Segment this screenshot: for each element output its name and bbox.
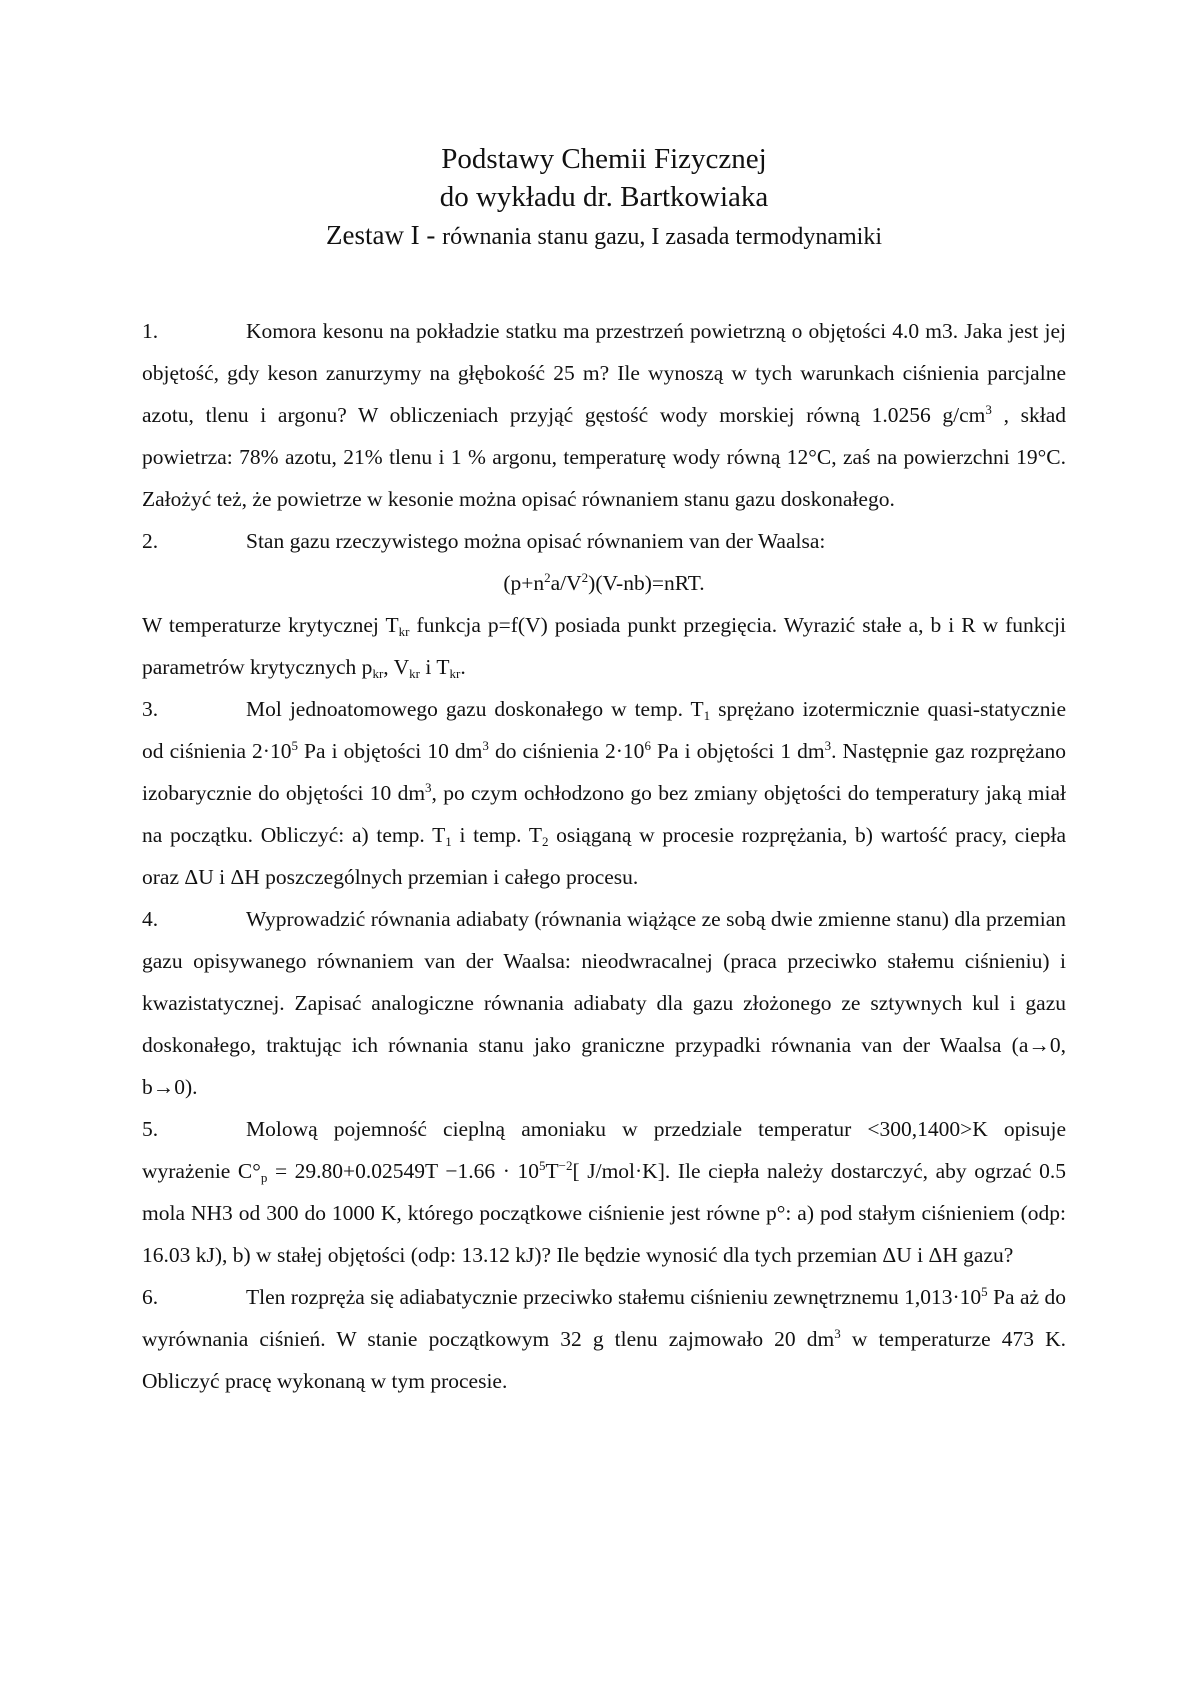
document-page bbox=[142, 140, 1066, 1402]
set-heading bbox=[142, 216, 1066, 256]
subscript: kr bbox=[398, 624, 410, 639]
text-part: . bbox=[460, 655, 466, 679]
problem-number: 3. bbox=[142, 697, 159, 721]
superscript: 3 bbox=[834, 1326, 841, 1341]
subscript: kr bbox=[409, 666, 421, 681]
text-part: w temperaturze 473 K. Obliczyć pracę wykonaną w tym procesie. bbox=[142, 1327, 1066, 1393]
problem-text: Wyprowadzić równania adiabaty (równania wiążące ze sobą dwie zmienne stanu) dla przemian gazu opisywanego równaniem van der Waalsa: nieodwracalnej (praca przeciwko stałemu ciśnieniu) i kwazistatycznej. Zapisać analogiczne równania adiabaty dla gazu złożonego ze sztywnych kul i gazu doskonałego, traktując ich równania stanu jako graniczne przypadki równania van der Waalsa (a→0, b→0). bbox=[142, 907, 1066, 1099]
text-part: = 29.80+0.02549T −1.66 · 10 bbox=[267, 1159, 539, 1183]
set-topic: równania stanu gazu, I zasada termodynamiki bbox=[442, 224, 883, 250]
subscript: 1 bbox=[445, 834, 452, 849]
superscript: 3 bbox=[824, 738, 832, 753]
eq-part: )(V-nb)=nRT. bbox=[588, 571, 705, 595]
subscript: kr bbox=[449, 666, 461, 681]
text-part: [ J/mol·K]. Ile ciepła należy dostarczyć, aby ogrzać 0.5 mola NH3 od 300 do 1000 K, którego początkowe ciśnienie jest równe p°: a) pod stałym ciśnieniem (odp: 16.03 kJ), b) w stałej objętości (odp: 13.12 kJ)? Ile będzie wynosić dla tych przemian ΔU i ΔH gazu? bbox=[142, 1159, 1066, 1267]
document-subtitle: do wykładu dr. Bartkowiaka bbox=[439, 181, 769, 213]
problem-text: Stan gazu rzeczywistego można opisać równaniem van der Waalsa: bbox=[246, 529, 826, 553]
van-der-waals-equation bbox=[142, 562, 1066, 604]
text-part: Molową pojemność cieplną amoniaku w przedziale temperatur <300,1400>K opisuje wyrażenie C° bbox=[142, 1117, 1066, 1183]
problem-text-cont: , skład powietrza: 78% azotu, 21% tlenu i 1 % argonu, temperaturę wody równą 12°C, zaś na powierzchni 19°C. Założyć też, że powietrze w kesonie można opisać równaniem stanu gazu doskonałego. bbox=[142, 403, 1066, 511]
problem-5 bbox=[142, 1108, 1066, 1276]
problem-1 bbox=[142, 310, 1066, 520]
problem-text: Komora kesonu na pokładzie statku ma przestrzeń powietrzną o objętości 4.0 m3. Jaka jest jej objętość, gdy keson zanurzymy na głębokość 25 m? Ile wynoszą w tych warunkach ciśnienia parcjalne azotu, tlenu i argonu? W obliczeniach przyjąć gęstość wody morskiej równą 1.0256 g/cm bbox=[142, 319, 1066, 427]
subscript: kr bbox=[372, 666, 384, 681]
superscript: 3 bbox=[482, 738, 489, 753]
problem-number: 4. bbox=[142, 907, 159, 931]
problem-3 bbox=[142, 688, 1066, 898]
text-part: do ciśnienia 2·10 bbox=[488, 739, 645, 763]
subscript: 1 bbox=[703, 708, 711, 723]
superscript: 2 bbox=[581, 570, 589, 585]
text-part: osiąganą w procesie rozprężania, b) wartość pracy, ciepła oraz ΔU i ΔH poszczególnych przemian i całego procesu. bbox=[142, 823, 1067, 889]
eq-part: (p+n bbox=[503, 571, 545, 595]
problem-number: 6. bbox=[142, 1285, 159, 1309]
text-part: funkcja p=f(V) posiada punkt przegięcia. Wyrazić stałe a, b i R w funkcji parametrów krytycznych p bbox=[142, 613, 1066, 679]
superscript: 2 bbox=[544, 570, 551, 585]
problem-4 bbox=[142, 898, 1066, 1108]
problem-2 bbox=[142, 520, 1066, 562]
superscript: 5 bbox=[539, 1158, 546, 1173]
text-part: i temp. T bbox=[451, 823, 542, 847]
text-part: Pa i objętości 1 dm bbox=[650, 739, 825, 763]
text-part: Pa aż do wyrównania ciśnień. W stanie początkowym 32 g tlenu zajmowało 20 dm bbox=[142, 1285, 1066, 1351]
text-part: Mol jednoatomowego gazu doskonałego w temp. T bbox=[246, 697, 704, 721]
problem-number: 5. bbox=[142, 1117, 159, 1141]
problem-number: 1. bbox=[142, 319, 159, 343]
superscript: 5 bbox=[291, 738, 298, 753]
text-part: sprężano izotermicznie quasi-statycznie od ciśnienia 2·10 bbox=[142, 697, 1066, 763]
superscript: 6 bbox=[644, 738, 651, 753]
set-label: Zestaw I - bbox=[325, 220, 436, 250]
text-part: T bbox=[545, 1159, 559, 1183]
problem-list bbox=[142, 310, 1066, 1402]
text-part: , V bbox=[383, 655, 410, 679]
text-part: Pa i objętości 10 dm bbox=[297, 739, 483, 763]
text-part: , po czym ochłodzono go bez zmiany objętości do temperatury jaką miał na początku. Obliczyć: a) temp. T bbox=[142, 781, 1067, 847]
problem-2-followup bbox=[142, 604, 1066, 688]
text-part: W temperaturze krytycznej T bbox=[142, 613, 399, 637]
subscript: p bbox=[260, 1170, 268, 1185]
problem-6 bbox=[142, 1276, 1066, 1402]
text-part: Tlen rozpręża się adiabatycznie przeciwko stałemu ciśnieniu zewnętrznemu 1,013·10 bbox=[246, 1285, 982, 1309]
superscript: −2 bbox=[558, 1158, 573, 1173]
text-part: i T bbox=[420, 655, 450, 679]
eq-part: a/V bbox=[550, 571, 582, 595]
superscript: 3 bbox=[985, 402, 992, 417]
superscript: 5 bbox=[981, 1284, 988, 1299]
problem-number: 2. bbox=[142, 529, 159, 553]
text-part: . Następnie gaz rozprężano izobarycznie do objętości 10 dm bbox=[142, 739, 1066, 805]
document-title: Podstawy Chemii Fizycznej bbox=[441, 143, 767, 175]
superscript: 3 bbox=[425, 780, 432, 795]
subscript: 2 bbox=[541, 834, 549, 849]
